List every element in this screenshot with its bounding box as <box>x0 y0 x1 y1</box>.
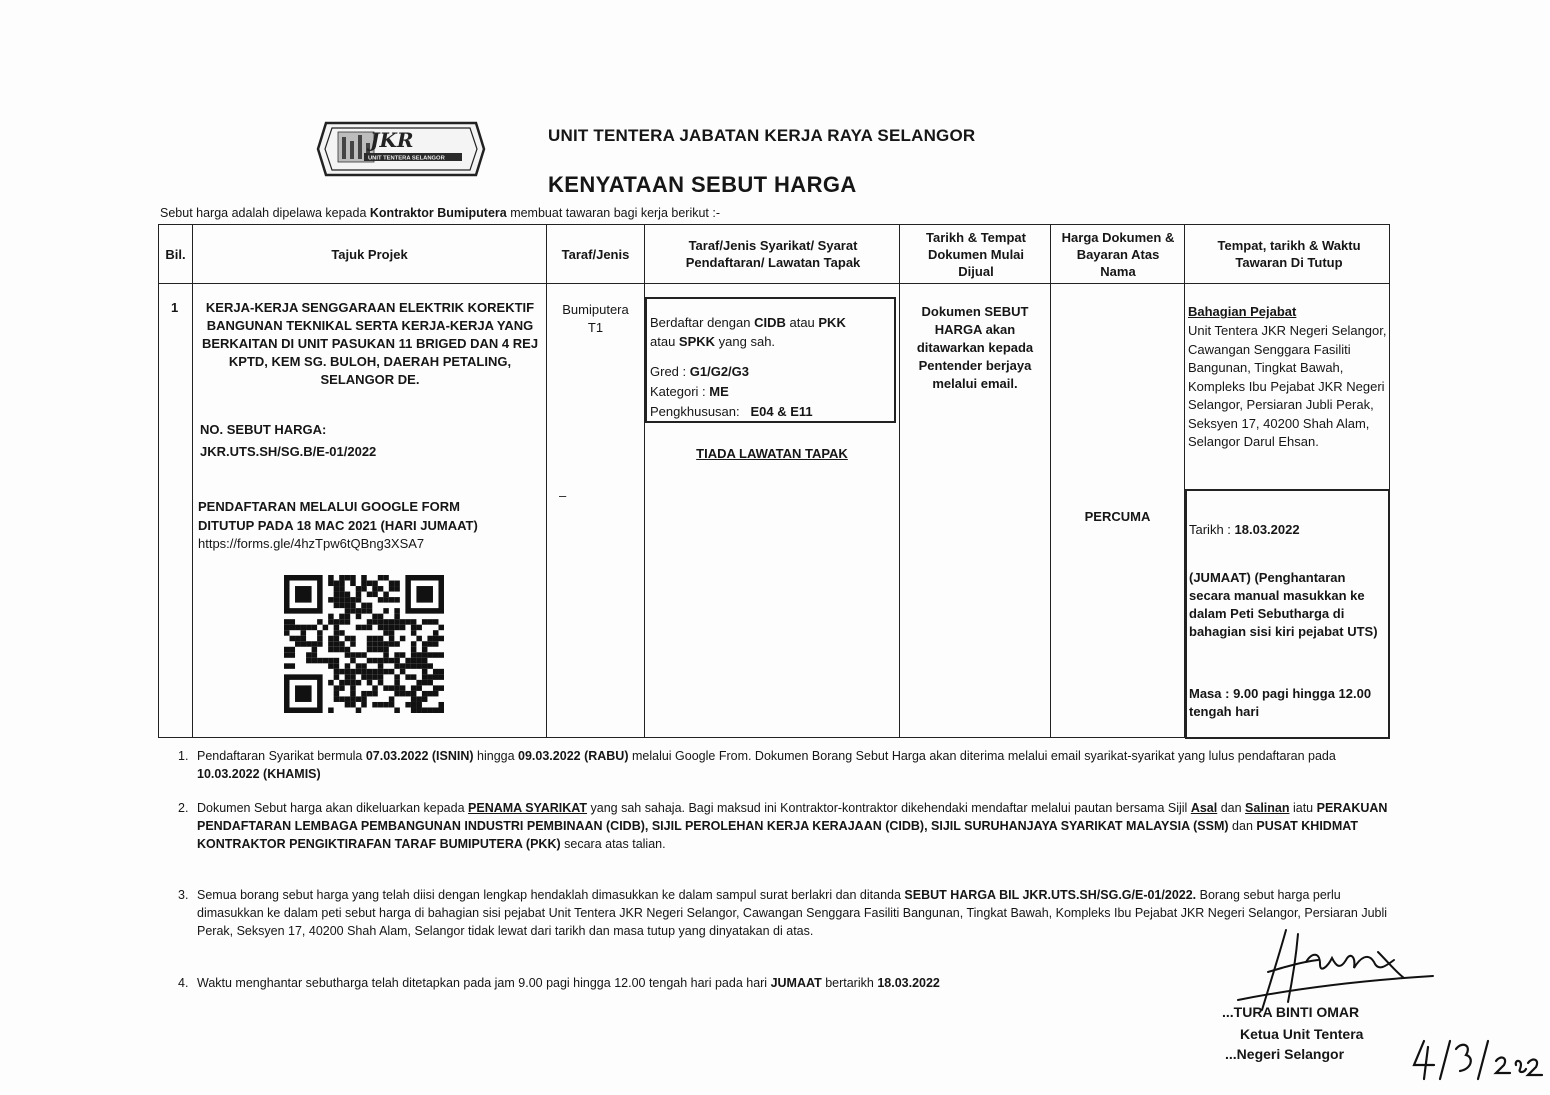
registration-line-1: PENDAFTARAN MELALUI GOOGLE FORM <box>198 499 460 514</box>
intro-text: Sebut harga adalah dipelawa kepada Kontraktor Bumiputera membuat tawaran bagi kerja berikut :- <box>160 206 721 220</box>
header-bil: Bil. <box>165 246 186 262</box>
place-title: Bahagian Pejabat <box>1188 304 1297 319</box>
taraf-line-2: T1 <box>587 320 604 335</box>
note-4: 4. Waktu menghantar sebutharga telah ditetapkan pada jam 9.00 pagi hingga 12.00 tengah hari pada hari JUMAAT bertarikh 18.03.2022 <box>178 976 940 990</box>
tender-table <box>158 224 1390 738</box>
quotation-no-label: NO. SEBUT HARGA: <box>200 422 327 437</box>
registration-line-2: DITUTUP PADA 18 MAC 2021 (HARI JUMAAT) <box>198 518 478 533</box>
project-title: KERJA-KERJA SENGGARAAN ELEKTRIK KOREKTIF BANGUNAN TEKNIKAL SERTA KERJA-KERJA YANG BERKAITAN DI UNIT PASUKAN 11 BRIGED DAN 4 REJ KPTD, KEM SG. BULOH, DAERAH PETALING, SELANGOR DE. <box>201 300 539 387</box>
note-2: 2. Dokumen Sebut harga akan dikeluarkan kepada PENAMA SYARIKAT yang sah sahaja. Bagi maksud ini Kontraktor-kontraktor dikehendaki mendaftar melalui pautan bersama Sijil Asal dan Salinan iatu PERAKUAN PENDAFTARAN LEMBAGA PEMBANGUNAN INDUSTRI PEMBINAAN (CIDB), SIJIL PEROLEHAN KERJA KERAJAAN (CIDB), SIJIL SURUHANJAYA SYARIKAT MALAYSIA (SSM) dan PUSAT KHIDMAT KONTRAKTOR PENGIKTIRAFAN TARAF BUMIPUTERA (PKK) secara atas talian. <box>178 801 1388 851</box>
place-address: Unit Tentera JKR Negeri Selangor, Cawangan Senggara Fasiliti Bangunan, Tingkat Bawah, Kompleks Ibu Pejabat JKR Negeri Selangor, Persiaran Jubli Perak, Seksyen 17, 40200 Shah Alam, Selangor Darul Ehsan. <box>1188 323 1387 449</box>
handwritten-signature <box>1228 922 1438 1017</box>
col-divider <box>192 225 193 737</box>
header-taraf-jenis: Taraf/Jenis <box>561 246 630 262</box>
officer-position: Ketua Unit Tentera <box>1240 1026 1364 1042</box>
officer-unit: ...Negeri Selangor <box>1225 1046 1345 1062</box>
closing-details-box <box>1185 489 1390 739</box>
closing-date: Tarikh : 18.03.2022 <box>1189 522 1300 537</box>
col-divider <box>1050 225 1051 737</box>
document-sale-info: Dokumen SEBUT HARGA akan ditawarkan kepada Pentender berjaya melalui email. <box>916 304 1034 391</box>
document-title: KENYATAAN SEBUT HARGA <box>548 172 857 197</box>
officer-name: ...TURA BINTI OMAR <box>1222 1004 1360 1020</box>
closing-time: Masa : 9.00 pagi hingga 12.00 tengah hari <box>1189 686 1372 719</box>
header-tempat-tarikh-waktu: Tempat, tarikh & Waktu Tawaran Di Tutup <box>1217 238 1361 270</box>
registration-requirement: Berdaftar dengan CIDB atau PKK atau SPKK yang sah. <box>650 315 846 349</box>
google-form-link[interactable]: https://forms.gle/4hzTpw6tQBng3XSA7 <box>198 536 425 551</box>
closing-submission-note: (JUMAAT) (Penghantaran secara manual masukkan ke dalam Peti Sebutharga di bahagian sisi kiri pejabat UTS) <box>1189 570 1378 639</box>
header-tarikh-tempat: Tarikh & Tempat Dokumen Mulai Dijual <box>926 229 1026 279</box>
taraf-line-1: Bumiputera <box>562 302 629 317</box>
registration-requirements-box <box>645 297 896 423</box>
jkr-logo <box>312 113 490 185</box>
taraf-dash: – <box>559 488 567 503</box>
row-number: 1 <box>171 300 179 315</box>
svg-text:JKR: JKR <box>370 128 414 152</box>
qr-code[interactable] <box>284 575 444 713</box>
svg-text:UNIT TENTERA SELANGOR: UNIT TENTERA SELANGOR <box>368 155 445 162</box>
quotation-no-value: JKR.UTS.SH/SG.B/E-01/2022 <box>200 444 377 459</box>
note-1: 1. Pendaftaran Syarikat bermula 07.03.2022 (ISNIN) hingga 09.03.2022 (RABU) melalui Google From. Dokumen Borang Sebut Harga akan diterima melalui email syarikat-syarikat yang lulus pendaftaran pada 10.03.2022 (KHAMIS) <box>178 749 1336 781</box>
col-divider <box>899 225 900 737</box>
note-3: 3. Semua borang sebut harga yang telah diisi dengan lengkap hendaklah dimasukkan ke dalam sampul surat berlakri dan ditanda SEBUT HARGA BIL JKR.UTS.SH/SG.G/E-01/2022. Borang sebut harga perlu dimasukkan ke dalam peti sebut harga di bahagian sisi pejabat Unit Tentera JKR Negeri Selangor, Cawangan Senggara Fasiliti Bangunan, Tingkat Bawah, Kompleks Ibu Pejabat JKR Negeri Selangor, Persiaran Jubli Perak, Seksyen 17, 40200 Shah Alam, Selangor tidak lewat dari tarikh dan masa tutup yang dinyatakan di atas. <box>178 888 1388 938</box>
document-price: PERCUMA <box>1084 509 1151 524</box>
kategori: Kategori : ME <box>650 384 729 399</box>
header-tajuk-projek: Tajuk Projek <box>331 246 408 262</box>
header-harga-dokumen: Harga Dokumen & Bayaran Atas Nama <box>1061 229 1175 279</box>
header-divider <box>159 283 1389 284</box>
site-visit-note: TIADA LAWATAN TAPAK <box>696 446 848 461</box>
pengkhususan: Pengkhususan: E04 & E11 <box>650 404 813 419</box>
handwritten-date <box>1410 1035 1545 1083</box>
org-title: UNIT TENTERA JABATAN KERJA RAYA SELANGOR <box>548 126 976 145</box>
header-syarat: Taraf/Jenis Syarikat/ Syarat Pendaftaran/ Lawatan Tapak <box>685 238 861 270</box>
gred: Gred : G1/G2/G3 <box>650 364 749 379</box>
